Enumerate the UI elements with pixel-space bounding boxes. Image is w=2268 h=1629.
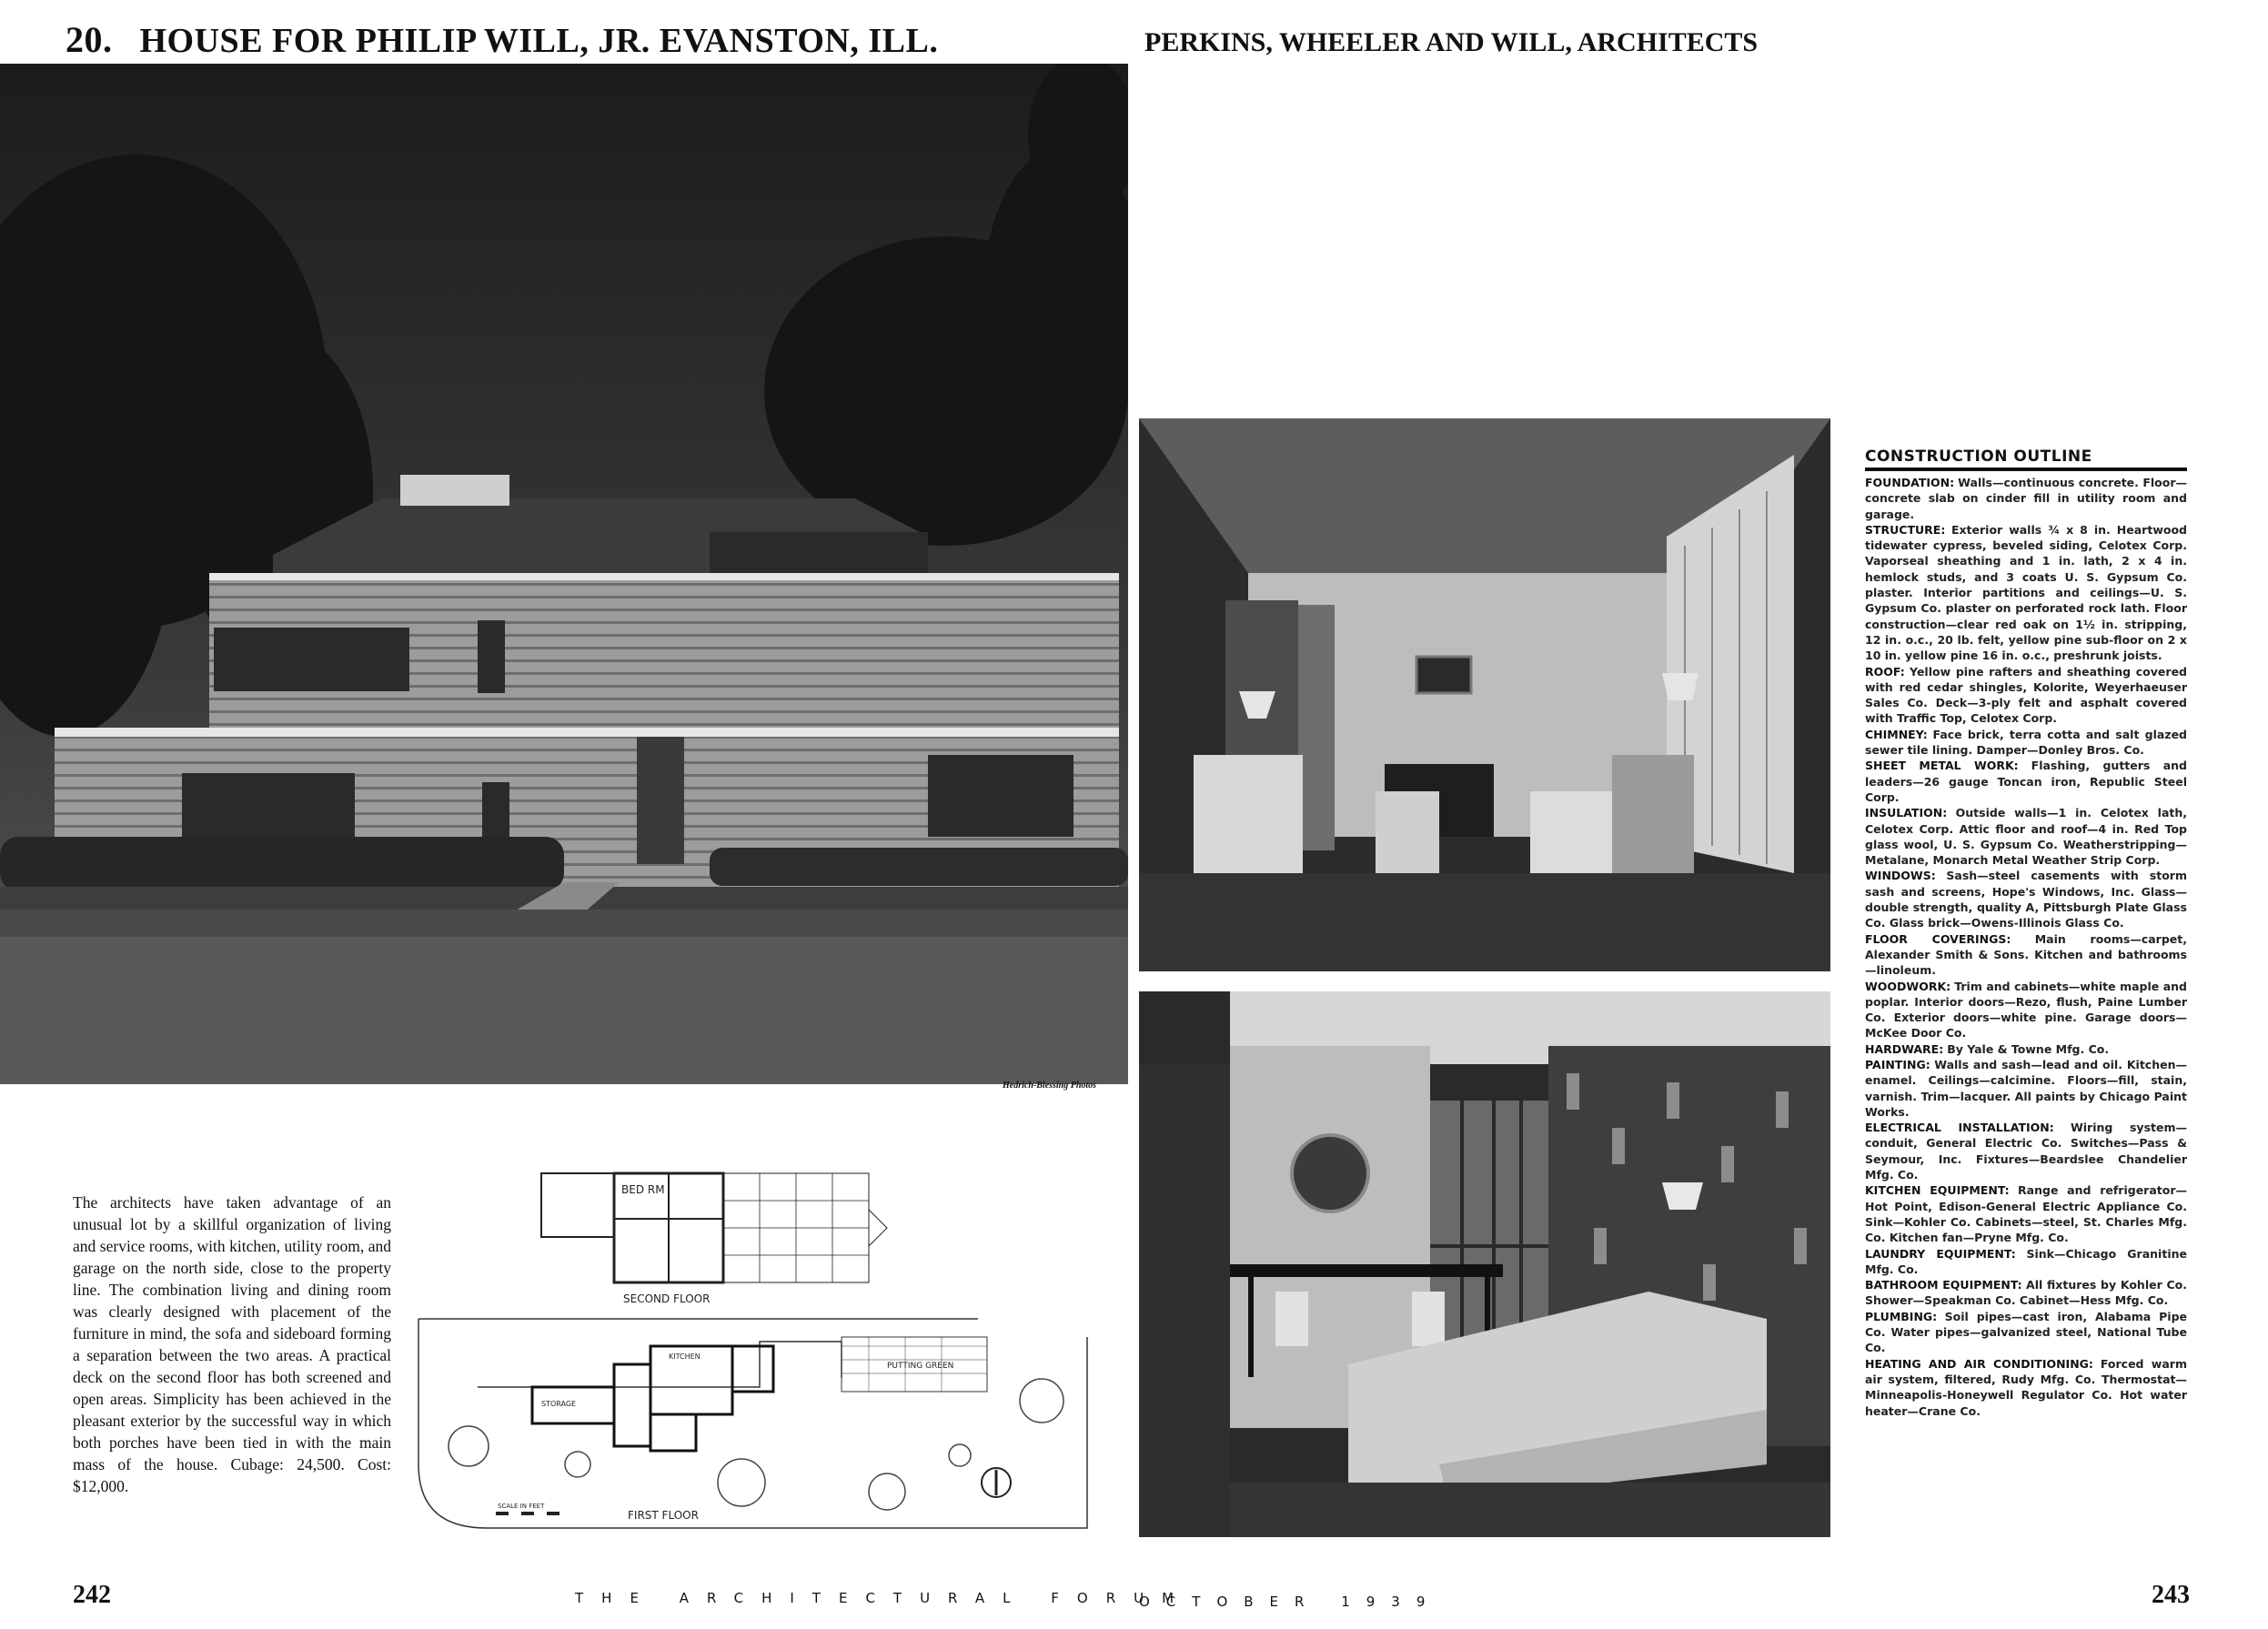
outline-item-text: Forced warm air system, filtered, Rudy Mfg. Co. Thermostat—Minneapolis-Honeywell Regulator Co. Hot water heater—Crane Co.: [1865, 1356, 2187, 1418]
outline-item-text: Main rooms—carpet, Alexander Smith & Sons. Kitchen and bathrooms—linoleum.: [1865, 931, 2187, 978]
outline-item: [1865, 1356, 2187, 1419]
outline-item-text: Sash—steel casements with storm sash and screens, Hope's Windows, Inc. Glass—double strength, quality A, Pittsburgh Plate Glass Co. Glass brick—Owens-Illinois Glass Co.: [1865, 869, 2187, 930]
issue-date: OCTOBER 1939: [1139, 1594, 1442, 1610]
outline-item-heading: PLUMBING:: [1865, 1309, 1938, 1323]
outline-item-heading: ELECTRICAL INSTALLATION:: [1865, 1121, 2054, 1135]
outline-item-heading: BATHROOM EQUIPMENT:: [1865, 1278, 2022, 1292]
kitchen-label: KITCHEN: [669, 1352, 701, 1361]
dining-room-photo: [1139, 991, 1830, 1537]
outline-item: [1865, 979, 2187, 1041]
outline-item-heading: INSULATION:: [1865, 806, 1948, 820]
outline-item-text: Sink—Chicago Granitine Mfg. Co.: [1865, 1246, 2187, 1276]
photo-credit: Hedrich-Blessing Photos: [1003, 1081, 1097, 1091]
outline-item-heading: PAINTING:: [1865, 1057, 1930, 1071]
architects-credit: PERKINS, WHEELER AND WILL, ARCHITECTS: [1144, 27, 1759, 57]
outline-item: [1865, 868, 2187, 930]
project-description: The architects have taken advantage of an unusual lot by a skillful organization of living and service rooms, with kitchen, utility room, and garage on the north side, close to the property line. The combination living and dining room was clearly designed with placement of the furniture in mind, the sofa and sideboard forming a separation between the two areas. A practical deck on the second floor has both screened and open areas. Simplicity has been achieved in the pleasant exterior by the successful way in which both porches have been tied in with the main mass of the house. Cubage: 24,500. Cost: $12,000.: [73, 1193, 391, 1495]
outline-item-heading: ROOF:: [1865, 664, 1905, 679]
outline-item: [1865, 522, 2187, 664]
living-room-photo: [1139, 418, 1830, 971]
first-floor-label: FIRST FLOOR: [628, 1509, 699, 1522]
outline-item-heading: WOODWORK:: [1865, 979, 1951, 993]
outline-item: [1865, 1277, 2187, 1309]
outline-item-text: Trim and cabinets—white maple and poplar. Interior doors—Rezo, flush, Paine Lumber Co. Exterior doors—white pine. Garage doors—McKee Door Co.: [1865, 979, 2187, 1041]
outline-item-text: All fixtures by Kohler Co. Shower—Speakman Co. Cabinet—Hess Mfg. Co.: [1865, 1278, 2187, 1308]
outline-item-text: Exterior walls ¾ x 8 in. Heartwood tidewater cypress, beveled siding, Celotex Corp. Vaporseal sheathing and 1 in. lath, 2 x 4 in. hemlock studs, and 3 coats U. S. Gypsum Co. plaster. Interior partitions and ceilings—U. S. Gypsum Co. plaster on perforated rock lath. Floor construction—clear red oak on 1½ in. stripping, 12 in. o.c., 20 lb. felt, yellow pine sub-floor on 2 x 10 in. yellow pine 16 in. o.c., preshrunk joists.: [1865, 522, 2187, 663]
outline-title: CONSTRUCTION OUTLINE: [1865, 447, 2187, 471]
outline-item-heading: HEATING AND AIR CONDITIONING:: [1865, 1356, 2093, 1371]
outline-item-text: Yellow pine rafters and sheathing covered with red cedar shingles, Kolorite, Weyerhaeuser Sales Co. Deck—3-ply felt and asphalt covered with Traffic Top, Celotex Corp.: [1865, 664, 2187, 726]
outline-item: [1865, 758, 2187, 805]
outline-item-text: By Yale & Towne Mfg. Co.: [1947, 1041, 2110, 1056]
outline-item-text: Soil pipes—cast iron, Alabama Pipe Co. Water pipes—galvanized steel, National Tube Co.: [1865, 1309, 2187, 1355]
construction-outline: [1865, 447, 2187, 1419]
outline-list: [1865, 475, 2187, 1419]
outline-item-text: Outside walls—1 in. Celotex lath, Celotex Corp. Attic floor and roof—4 in. Red Top glass wool, U. S. Gypsum Co. Weatherstripping—Metalane, Monarch Metal Weather Strip Corp.: [1865, 806, 2188, 868]
storage-label: STORAGE: [541, 1400, 577, 1408]
outline-item: [1865, 727, 2187, 759]
outline-item-text: Range and refrigerator—Hot Point, Edison-General Electric Appliance Co. Sink—Kohler Co. Cabinets—steel, St. Charles Mfg. Co. Kitchen fan—Pryne Mfg. Co.: [1865, 1183, 2187, 1245]
scale-label: SCALE IN FEET: [498, 1503, 545, 1510]
outline-item: [1865, 664, 2187, 727]
page-number-left: 242: [73, 1581, 111, 1609]
bed-rm-label: BED RM: [621, 1183, 665, 1196]
outline-item-heading: KITCHEN EQUIPMENT:: [1865, 1183, 2010, 1198]
exterior-photo: [0, 64, 1128, 1084]
putting-green-label: PUTTING GREEN: [887, 1362, 954, 1371]
outline-item-text: Face brick, terra cotta and salt glazed sewer tile lining. Damper—Donley Bros. Co.: [1865, 727, 2187, 758]
outline-item: [1865, 1182, 2187, 1245]
outline-item-text: Flashing, gutters and leaders—26 gauge Toncan iron, Republic Steel Corp.: [1865, 759, 2187, 804]
masthead: THE ARCHITECTURAL FORUM: [575, 1590, 1193, 1606]
outline-item-heading: STRUCTURE:: [1865, 522, 1946, 537]
page-number-right: 243: [2152, 1581, 2190, 1609]
floor-plans: [414, 1164, 1105, 1546]
outline-item: [1865, 1246, 2187, 1278]
outline-item: [1865, 1120, 2187, 1182]
outline-item-text: Walls and sash—lead and oil. Kitchen—enamel. Ceilings—calcimine. Floors—fill, stain, varnish. Trim—lacquer. All paints by Chicago Paint Works.: [1865, 1057, 2187, 1119]
outline-item-heading: FLOOR COVERINGS:: [1865, 931, 2011, 946]
outline-item: [1865, 1057, 2187, 1120]
outline-item-heading: SHEET METAL WORK:: [1865, 759, 2019, 773]
outline-item-heading: CHIMNEY:: [1865, 727, 1928, 741]
outline-item: [1865, 1309, 2187, 1356]
outline-item: [1865, 1041, 2187, 1057]
project-title: HOUSE FOR PHILIP WILL, JR. EVANSTON, ILL.: [139, 22, 939, 60]
outline-item: [1865, 475, 2187, 522]
outline-item: [1865, 805, 2187, 868]
outline-item-heading: HARDWARE:: [1865, 1041, 1944, 1056]
outline-item-heading: FOUNDATION:: [1865, 476, 1955, 489]
project-number: 20.: [66, 19, 113, 60]
outline-item-text: Walls—continuous concrete. Floor—concrete slab on cinder fill in utility room and garage.: [1865, 476, 2187, 521]
outline-item-heading: WINDOWS:: [1865, 869, 1936, 883]
page-title: [66, 18, 938, 61]
second-floor-label: SECOND FLOOR: [623, 1292, 711, 1305]
outline-item-heading: LAUNDRY EQUIPMENT:: [1865, 1246, 2016, 1261]
outline-item: [1865, 931, 2187, 979]
outline-item-text: Wiring system—conduit, General Electric Co. Switches—Pass & Seymour, Inc. Fixtures—Beardslee Chandelier Mfg. Co.: [1865, 1121, 2187, 1182]
